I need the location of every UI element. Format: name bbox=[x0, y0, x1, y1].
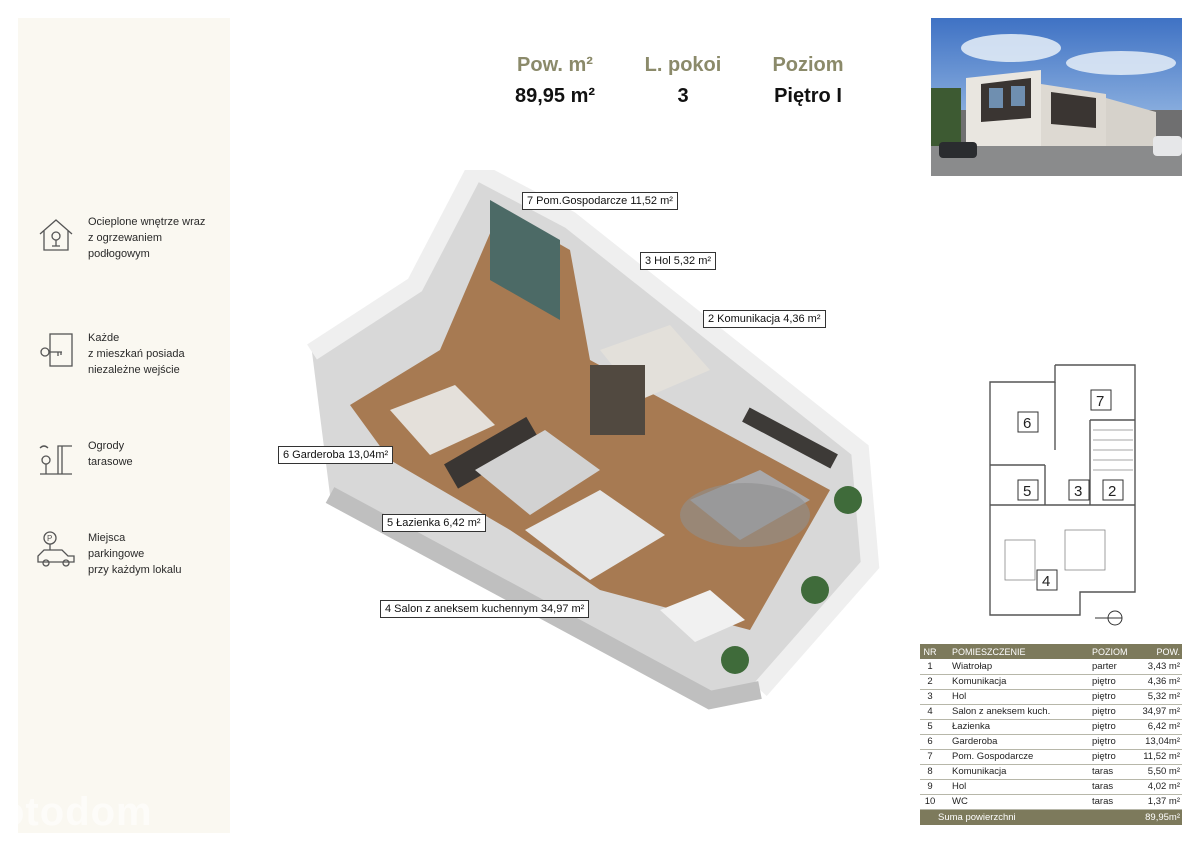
room-number: 2 bbox=[920, 674, 940, 689]
garden-icon bbox=[36, 438, 76, 478]
stat-rooms-value: 3 bbox=[677, 85, 689, 107]
stat-level-value: Piętro I bbox=[774, 85, 842, 107]
room-level: piętro bbox=[1090, 674, 1138, 689]
table-row bbox=[920, 749, 1182, 764]
callout-room-6: 6 Garderoba 13,04m² bbox=[278, 446, 393, 464]
table-row bbox=[920, 704, 1182, 719]
rooms-table bbox=[920, 644, 1182, 825]
col-level: POZIOM bbox=[1090, 644, 1138, 659]
feature-line: przy każdym lokalu bbox=[88, 564, 182, 576]
room-area: 4,02 m² bbox=[1138, 779, 1182, 794]
room-name: WC bbox=[940, 794, 1090, 809]
mini-label: 6 bbox=[1023, 415, 1032, 432]
rooms-table-sum bbox=[920, 809, 1182, 825]
callout-room-4: 4 Salon z aneksem kuchennym 34,97 m² bbox=[380, 600, 589, 618]
room-number: 10 bbox=[920, 794, 940, 809]
room-area: 1,37 m² bbox=[1138, 794, 1182, 809]
room-name: Hol bbox=[940, 779, 1090, 794]
plant bbox=[721, 646, 749, 674]
compass-icon bbox=[1095, 611, 1122, 625]
mini-label: 7 bbox=[1096, 393, 1105, 410]
table-row bbox=[920, 794, 1182, 809]
col-nr: NR bbox=[920, 644, 940, 659]
mini-label: 5 bbox=[1023, 483, 1032, 500]
stat-area-label: Pow. m² bbox=[517, 54, 593, 76]
col-area: POW. bbox=[1138, 644, 1182, 659]
callout-room-7: 7 Pom.Gospodarcze 11,52 m² bbox=[522, 192, 678, 210]
feature-line: podłogowym bbox=[88, 248, 150, 260]
table-row bbox=[920, 659, 1182, 674]
room-area: 13,04m² bbox=[1138, 734, 1182, 749]
room-name: Wiatrołap bbox=[940, 659, 1090, 674]
room-name: Garderoba bbox=[940, 734, 1090, 749]
sum-value: 89,95m² bbox=[1138, 809, 1182, 825]
plant bbox=[834, 486, 862, 514]
room-name: Pom. Gospodarcze bbox=[940, 749, 1090, 764]
table-row bbox=[920, 734, 1182, 749]
room-level: taras bbox=[1090, 794, 1138, 809]
feature-parking bbox=[18, 530, 230, 594]
room-number: 3 bbox=[920, 689, 940, 704]
feature-line: tarasowe bbox=[88, 456, 133, 468]
room-area: 5,32 m² bbox=[1138, 689, 1182, 704]
feature-entrance bbox=[18, 330, 230, 394]
stat-area bbox=[490, 54, 620, 108]
room-area: 5,50 m² bbox=[1138, 764, 1182, 779]
room-number: 5 bbox=[920, 719, 940, 734]
mini-label: 3 bbox=[1074, 483, 1083, 500]
rug bbox=[680, 483, 810, 547]
feature-line: z mieszkań posiada bbox=[88, 348, 185, 360]
feature-heating bbox=[18, 214, 230, 278]
sum-label: Suma powierzchni bbox=[920, 809, 1138, 825]
room-area: 4,36 m² bbox=[1138, 674, 1182, 689]
parking-car-icon bbox=[36, 530, 76, 570]
feature-line: Ogrody bbox=[88, 440, 125, 452]
room-level: piętro bbox=[1090, 734, 1138, 749]
room-area: 34,97 m² bbox=[1138, 704, 1182, 719]
stat-area-value: 89,95 m² bbox=[514, 85, 596, 107]
features-sidebar bbox=[18, 18, 230, 833]
stat-level bbox=[743, 54, 873, 108]
room-area: 11,52 m² bbox=[1138, 749, 1182, 764]
stat-level-label: Poziom bbox=[772, 54, 844, 76]
feature-line: Każde bbox=[88, 332, 120, 344]
mini-label: 2 bbox=[1108, 483, 1117, 500]
watermark: otodom bbox=[0, 790, 153, 834]
room-number: 9 bbox=[920, 779, 940, 794]
room-area: 3,43 m² bbox=[1138, 659, 1182, 674]
room-name: Hol bbox=[940, 689, 1090, 704]
svg-text:P: P bbox=[47, 534, 53, 543]
feature-line: Miejsca bbox=[88, 532, 126, 544]
feature-line: z ogrzewaniem bbox=[88, 232, 162, 244]
callout-room-5: 5 Łazienka 6,42 m² bbox=[382, 514, 486, 532]
room-name: Salon z aneksem kuch. bbox=[940, 704, 1090, 719]
table-row bbox=[920, 719, 1182, 734]
room-level: parter bbox=[1090, 659, 1138, 674]
stat-rooms-label: L. pokoi bbox=[644, 54, 722, 76]
room-number: 7 bbox=[920, 749, 940, 764]
room-level: piętro bbox=[1090, 749, 1138, 764]
room-level: piętro bbox=[1090, 719, 1138, 734]
callout-room-3: 3 Hol 5,32 m² bbox=[640, 252, 716, 270]
room-level: piętro bbox=[1090, 689, 1138, 704]
room-name: Komunikacja bbox=[940, 764, 1090, 779]
room-name: Komunikacja bbox=[940, 674, 1090, 689]
building-photo bbox=[931, 18, 1182, 176]
room-level: taras bbox=[1090, 764, 1138, 779]
rooms-table-header bbox=[920, 644, 1182, 659]
room-number: 4 bbox=[920, 704, 940, 719]
table-row bbox=[920, 764, 1182, 779]
mini-floor-plan bbox=[985, 360, 1145, 630]
table-row bbox=[920, 689, 1182, 704]
room-name: Łazienka bbox=[940, 719, 1090, 734]
callout-room-2: 2 Komunikacja 4,36 m² bbox=[703, 310, 826, 328]
room-number: 1 bbox=[920, 659, 940, 674]
table-row bbox=[920, 674, 1182, 689]
feature-line: Ocieplone wnętrze wraz bbox=[88, 216, 206, 228]
table-row bbox=[920, 779, 1182, 794]
heated-home-icon bbox=[36, 214, 76, 254]
room-level: piętro bbox=[1090, 704, 1138, 719]
feature-line: parkingowe bbox=[88, 548, 145, 560]
col-room: POMIESZCZENIE bbox=[940, 644, 1090, 659]
room-level: taras bbox=[1090, 779, 1138, 794]
door-key-icon bbox=[36, 330, 76, 370]
room-number: 8 bbox=[920, 764, 940, 779]
room-number: 6 bbox=[920, 734, 940, 749]
feature-gardens bbox=[18, 438, 230, 502]
feature-line: niezależne wejście bbox=[88, 364, 180, 376]
plant bbox=[801, 576, 829, 604]
stat-rooms bbox=[618, 54, 748, 108]
stair-cabinet bbox=[590, 365, 645, 435]
room-area: 6,42 m² bbox=[1138, 719, 1182, 734]
mini-label: 4 bbox=[1042, 573, 1051, 590]
